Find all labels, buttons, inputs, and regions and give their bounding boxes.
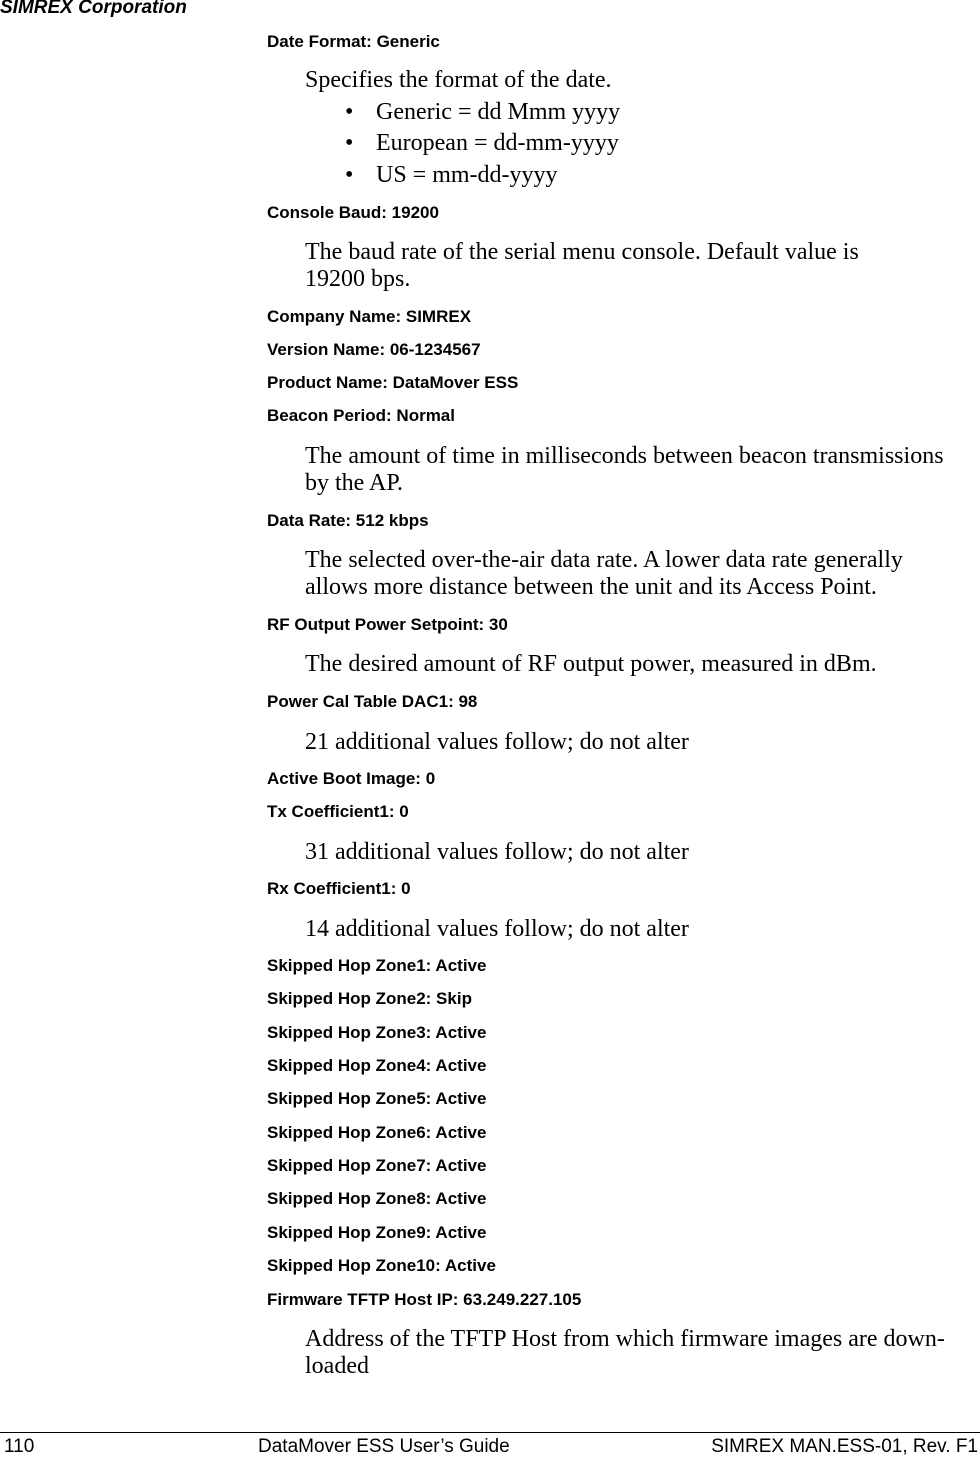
term-power-cal-table: Power Cal Table DAC1: 98 bbox=[267, 692, 478, 711]
term-skipped-hop-zone-9: Skipped Hop Zone9: Active bbox=[267, 1223, 487, 1242]
desc-tx-coefficient: 31 additional values follow; do not alter bbox=[305, 839, 689, 865]
desc-rf-output-power: The desired amount of RF output power, measured in dBm. bbox=[305, 651, 877, 677]
term-active-boot-image: Active Boot Image: 0 bbox=[267, 769, 436, 788]
term-console-baud: Console Baud: 19200 bbox=[267, 203, 439, 222]
term-skipped-hop-zone-8: Skipped Hop Zone8: Active bbox=[267, 1189, 487, 1208]
bullet-icon: • bbox=[345, 130, 354, 156]
desc-data-rate-line2: allows more distance between the unit and its Access Point. bbox=[305, 574, 877, 600]
footer-doc-id: SIMREX MAN.ESS-01, Rev. F1 bbox=[711, 1436, 978, 1457]
running-header-company: SIMREX Corporation bbox=[0, 0, 187, 18]
term-rf-output-power: RF Output Power Setpoint: 30 bbox=[267, 615, 508, 634]
term-skipped-hop-zone-4: Skipped Hop Zone4: Active bbox=[267, 1056, 487, 1075]
footer-page-number: 110 bbox=[4, 1436, 35, 1457]
term-data-rate: Data Rate: 512 kbps bbox=[267, 511, 429, 530]
footer-divider bbox=[0, 1432, 980, 1433]
desc-power-cal-table: 21 additional values follow; do not alter bbox=[305, 729, 689, 755]
term-firmware-tftp-host: Firmware TFTP Host IP: 63.249.227.105 bbox=[267, 1290, 582, 1309]
desc-console-baud-line1: The baud rate of the serial menu console. Default value is bbox=[305, 239, 859, 265]
term-version-name: Version Name: 06-1234567 bbox=[267, 340, 481, 359]
term-skipped-hop-zone-7: Skipped Hop Zone7: Active bbox=[267, 1156, 487, 1175]
bullet-icon: • bbox=[345, 162, 354, 188]
bullet-us: US = mm-dd-yyyy bbox=[376, 162, 558, 188]
term-skipped-hop-zone-1: Skipped Hop Zone1: Active bbox=[267, 956, 487, 975]
desc-date-format: Specifies the format of the date. bbox=[305, 67, 612, 93]
term-product-name: Product Name: DataMover ESS bbox=[267, 373, 519, 392]
footer-guide-title: DataMover ESS User’s Guide bbox=[258, 1436, 510, 1457]
desc-beacon-period-line1: The amount of time in milliseconds between beacon transmissions bbox=[305, 443, 944, 469]
desc-data-rate-line1: The selected over-the-air data rate. A lower data rate generally bbox=[305, 547, 903, 573]
term-skipped-hop-zone-10: Skipped Hop Zone10: Active bbox=[267, 1256, 496, 1275]
term-skipped-hop-zone-6: Skipped Hop Zone6: Active bbox=[267, 1123, 487, 1142]
bullet-european: European = dd-mm-yyyy bbox=[376, 130, 619, 156]
desc-rx-coefficient: 14 additional values follow; do not alter bbox=[305, 916, 689, 942]
term-company-name: Company Name: SIMREX bbox=[267, 307, 472, 326]
desc-firmware-tftp-line1: Address of the TFTP Host from which firmware images are down- bbox=[305, 1326, 945, 1352]
term-tx-coefficient: Tx Coefficient1: 0 bbox=[267, 802, 409, 821]
term-skipped-hop-zone-5: Skipped Hop Zone5: Active bbox=[267, 1089, 487, 1108]
term-skipped-hop-zone-2: Skipped Hop Zone2: Skip bbox=[267, 989, 472, 1008]
desc-console-baud-line2: 19200 bps. bbox=[305, 266, 411, 292]
bullet-generic: Generic = dd Mmm yyyy bbox=[376, 99, 621, 125]
desc-firmware-tftp-line2: loaded bbox=[305, 1353, 369, 1379]
term-beacon-period: Beacon Period: Normal bbox=[267, 406, 455, 425]
bullet-icon: • bbox=[345, 99, 354, 125]
term-date-format: Date Format: Generic bbox=[267, 32, 440, 51]
term-skipped-hop-zone-3: Skipped Hop Zone3: Active bbox=[267, 1023, 487, 1042]
term-rx-coefficient: Rx Coefficient1: 0 bbox=[267, 879, 411, 898]
desc-beacon-period-line2: by the AP. bbox=[305, 470, 404, 496]
